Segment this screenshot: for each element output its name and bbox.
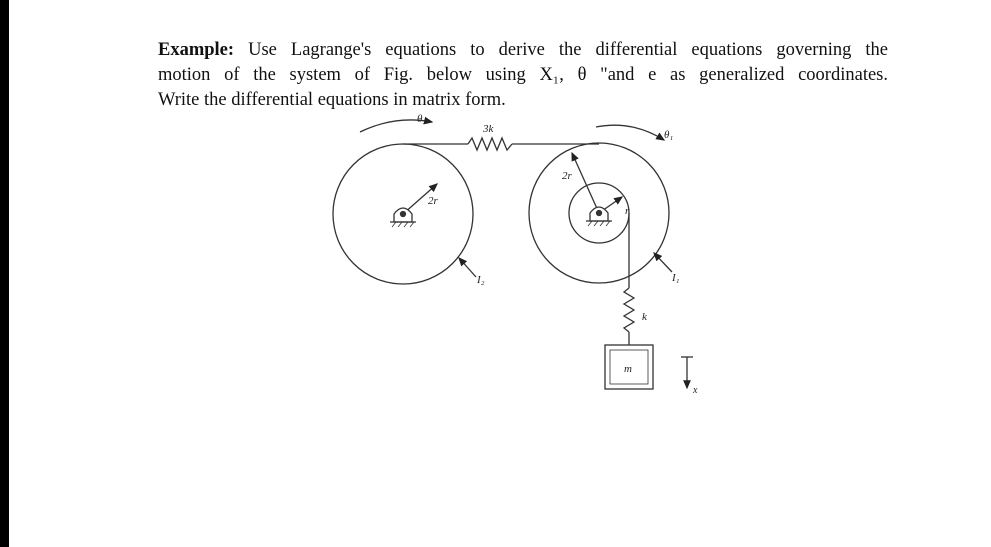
- right-inertia-leader: [654, 253, 672, 272]
- displacement-label: x: [693, 385, 698, 396]
- left-pin-support: [390, 208, 416, 227]
- right-outer-radius-label: 2r: [562, 170, 572, 182]
- left-inertia-label: I₂: [477, 274, 485, 286]
- top-spring: [468, 138, 512, 150]
- theta2-label: θ₂: [417, 113, 427, 125]
- left-inertia-leader: [459, 258, 476, 277]
- right-pin-support: [586, 207, 612, 226]
- left-radius-label: 2r: [428, 195, 438, 207]
- theta1-rotation-arrow: [596, 125, 664, 140]
- spring-3k-label: 3k: [483, 123, 494, 135]
- problem-line-2: motion of the system of Fig. below using X₁, θ "and e as generalized coordinates.: [158, 65, 888, 85]
- bottom-spring: [624, 288, 634, 332]
- spring-k-label: k: [642, 311, 647, 323]
- right-inner-radius-label: r: [625, 205, 630, 217]
- mass-label: m: [624, 363, 632, 375]
- problem-line-3: Write the differential equations in matrix form.: [158, 90, 506, 110]
- problem-line-1-text: Use Lagrange's equations to derive the differential equations governing the: [248, 40, 888, 60]
- example-label: Example:: [158, 40, 235, 60]
- theta1-label: θ₁: [664, 129, 674, 141]
- right-inertia-label: I₁: [672, 272, 680, 284]
